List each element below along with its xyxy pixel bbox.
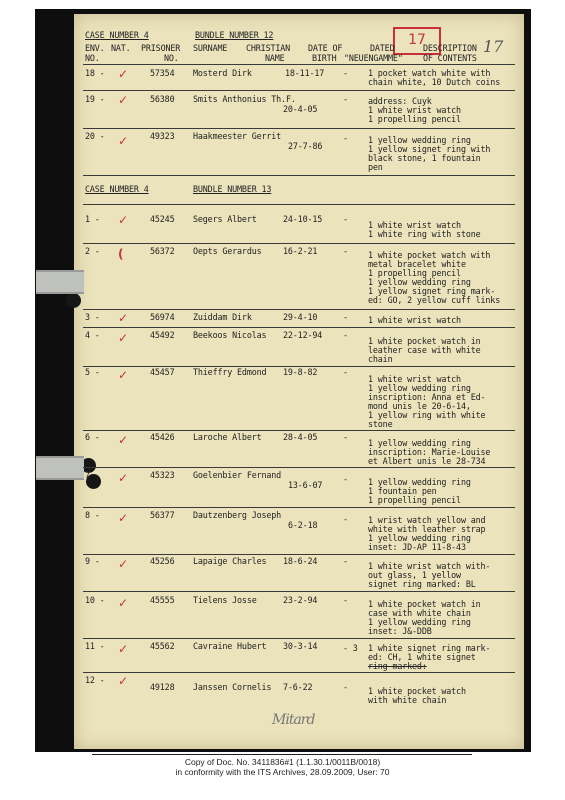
prisoner-number: 45562: [150, 641, 175, 651]
dated-mark: -: [343, 133, 348, 143]
dated-mark: -: [343, 432, 348, 442]
prisoner-name: Zuiddam Dirk: [193, 312, 252, 322]
env-number: 7 -: [85, 470, 100, 480]
handwritten-page-number: 17: [483, 37, 504, 56]
row-rule: [83, 175, 515, 176]
contents-line: ed: GO, 2 yellow cuff links: [368, 295, 501, 305]
contents-line: 1 white wrist watch: [368, 220, 461, 230]
birth-date: 24-10-15: [283, 214, 323, 224]
contents-line: inscription: Marie-Louise: [368, 447, 491, 457]
contents-line: out glass, 1 yellow: [368, 570, 461, 580]
check-mark: ✓: [118, 368, 129, 382]
binder-clip-lower: [36, 456, 84, 480]
env-number: 18 -: [85, 68, 105, 78]
prisoner-name: Tielens Josse: [193, 595, 257, 605]
prisoner-number: 56380: [150, 94, 175, 104]
prisoner-name: Goelenbier Fernand: [193, 470, 282, 480]
birth-date: 23-2-94: [283, 595, 318, 605]
dated-mark: -: [343, 330, 348, 340]
check-mark: ✓: [118, 471, 129, 485]
check-mark: (: [118, 247, 124, 261]
col-env: ENV.: [85, 43, 105, 53]
page-stamp: 17: [393, 27, 441, 55]
contents-line: 1 wrist watch yellow and: [368, 515, 486, 525]
contents-line: 1 yellow signet ring with: [368, 144, 491, 154]
dated-mark: -: [343, 246, 348, 256]
dated-mark: - 3: [343, 643, 358, 653]
prisoner-name: Segers Albert: [193, 214, 257, 224]
check-mark: ✓: [118, 596, 129, 610]
row-rule: [83, 128, 515, 129]
check-mark: ✓: [118, 642, 129, 656]
prisoner-number: 49128: [150, 682, 175, 692]
contents-line: with white chain: [368, 695, 447, 705]
col-prisoner: PRISONER: [141, 43, 181, 53]
birth-date: 19-8-82: [283, 367, 318, 377]
contents-line: 1 white wrist watch: [368, 374, 461, 384]
contents-line: inscription: Anna et Ed-: [368, 392, 486, 402]
birth-date: 20-4-05: [283, 104, 318, 114]
prisoner-name: Beekoos Nicolas: [193, 330, 267, 340]
dated-mark: -: [343, 474, 348, 484]
case-number-heading-2: CASE NUMBER 4: [85, 184, 149, 194]
col-nat: NAT.: [111, 43, 131, 53]
contents-line: 1 white wrist watch: [368, 105, 461, 115]
col-surname: SURNAME: [193, 43, 228, 53]
check-mark: ✓: [118, 93, 129, 107]
birth-date: 27-7-86: [288, 141, 323, 151]
footer-conformity-line: in conformity with the ITS Archives, 28.09.2009, User: 70: [175, 767, 390, 777]
check-mark: ✓: [118, 213, 129, 227]
prisoner-name: Laroche Albert: [193, 432, 262, 442]
contents-line: ed: CH, 1 white signet: [368, 652, 476, 662]
footer-rule: [92, 754, 472, 755]
prisoner-name: Dautzenberg Joseph: [193, 510, 282, 520]
contents-line: 1 yellow wedding ring: [368, 533, 471, 543]
row-rule: [83, 554, 515, 555]
col-christian: CHRISTIAN: [246, 43, 291, 53]
row-rule: [83, 90, 515, 91]
check-mark: ✓: [118, 511, 129, 525]
birth-date: 22-12-94: [283, 330, 323, 340]
row-rule: [83, 327, 515, 328]
check-mark: ✓: [118, 134, 129, 148]
env-number: 6 -: [85, 432, 100, 442]
birth-date: 30-3-14: [283, 641, 318, 651]
prisoner-number: 45245: [150, 214, 175, 224]
env-number: 3 -: [85, 312, 100, 322]
birth-date: 13-6-07: [288, 480, 323, 490]
contents-line: 1 white ring with stone: [368, 229, 481, 239]
contents-line: case with white chain: [368, 608, 471, 618]
prisoner-number: 56974: [150, 312, 175, 322]
prisoner-name: Oepts Gerardus: [193, 246, 262, 256]
contents-line: 1 pocket watch white with: [368, 68, 491, 78]
contents-line: 1 fountain pen: [368, 486, 437, 496]
contents-line: address: Cuyk: [368, 96, 432, 106]
env-number: 2 -: [85, 246, 100, 256]
col-description: DESCRIPTION: [423, 43, 477, 53]
birth-date: 18-11-17: [285, 68, 325, 78]
punch-hole-upper-2: [66, 293, 81, 308]
contents-line-struck: ring marked:: [368, 661, 427, 671]
prisoner-number: 45426: [150, 432, 175, 442]
footer-copy-line: Copy of Doc. No. 3411836#1 (1.1.30.1/0011B/0018): [184, 757, 381, 767]
check-mark: ✓: [118, 557, 129, 571]
contents-line: white with leather strap: [368, 524, 486, 534]
check-mark: ✓: [118, 311, 129, 325]
check-mark: ✓: [118, 331, 129, 345]
row-rule: [83, 430, 515, 431]
row-rule: [83, 638, 515, 639]
prisoner-name: Janssen Cornelis: [193, 682, 272, 692]
dated-mark: -: [343, 68, 348, 78]
col-prisoner-no: NO.: [164, 53, 179, 63]
row-rule: [83, 243, 515, 244]
row-rule: [83, 309, 515, 310]
prisoner-number: 45457: [150, 367, 175, 377]
prisoner-name: Smits Anthonius Th.F.: [193, 94, 296, 104]
contents-line: 1 white pocket watch: [368, 686, 466, 696]
contents-line: 1 yellow signet ring mark-: [368, 286, 496, 296]
env-number: 4 -: [85, 330, 100, 340]
contents-line: 1 yellow wedding ring: [368, 135, 471, 145]
contents-line: 1 white wrist watch with-: [368, 561, 491, 571]
dated-mark: -: [343, 682, 348, 692]
header-rule: [83, 64, 515, 65]
env-number: 20 -: [85, 131, 105, 141]
dated-mark: -: [343, 94, 348, 104]
dated-mark: -: [343, 514, 348, 524]
col-dated: DATED: [370, 43, 395, 53]
row-rule: [83, 672, 515, 673]
contents-line: metal bracelet white: [368, 259, 466, 269]
env-number: 8 -: [85, 510, 100, 520]
prisoner-number: 56377: [150, 510, 175, 520]
dated-mark: -: [343, 367, 348, 377]
contents-line: 1 propelling pencil: [368, 114, 461, 124]
birth-date: 7-6-22: [283, 682, 313, 692]
contents-line: 1 white pocket watch in: [368, 599, 481, 609]
prisoner-number: 45555: [150, 595, 175, 605]
prisoner-name: Haakmeester Gerrit: [193, 131, 282, 141]
contents-line: 1 white pocket watch with: [368, 250, 491, 260]
row-rule: [83, 507, 515, 508]
binder-clip-upper: [36, 270, 84, 294]
col-date-of: DATE OF: [308, 43, 343, 53]
prisoner-number: 45492: [150, 330, 175, 340]
env-number: 11 -: [85, 641, 105, 651]
row-rule: [83, 204, 515, 205]
contents-line: 1 yellow wedding ring: [368, 617, 471, 627]
col-christian-name: NAME: [265, 53, 285, 63]
env-number: 1 -: [85, 214, 100, 224]
contents-line: chain white, 10 Dutch coins: [368, 77, 501, 87]
contents-line: inset: J&-DDB: [368, 626, 432, 636]
contents-line: 1 yellow ring with white: [368, 410, 486, 420]
case-number-heading: CASE NUMBER 4: [85, 30, 149, 40]
birth-date: 29-4-10: [283, 312, 318, 322]
contents-line: inset: JD-AP 11-8-43: [368, 542, 466, 552]
prisoner-name: Mosterd Dirk: [193, 68, 252, 78]
col-neuengamme: "NEUENGAMME": [344, 53, 403, 63]
env-number: 10 -: [85, 595, 105, 605]
contents-line: stone: [368, 419, 393, 429]
contents-line: 1 yellow wedding ring: [368, 383, 471, 393]
col-env-no: NO.: [85, 53, 100, 63]
contents-line: pen: [368, 162, 383, 172]
dated-mark: -: [343, 556, 348, 566]
row-rule: [83, 591, 515, 592]
check-mark: ✓: [118, 433, 129, 447]
prisoner-number: 56372: [150, 246, 175, 256]
contents-line: et Albert unis le 28-734: [368, 456, 486, 466]
env-number: 12 -: [85, 675, 105, 685]
contents-line: 1 propelling pencil: [368, 495, 461, 505]
prisoner-number: 49323: [150, 131, 175, 141]
check-mark: ✓: [118, 674, 129, 688]
dated-mark: -: [343, 595, 348, 605]
prisoner-name: Cavraine Hubert: [193, 641, 267, 651]
row-rule: [83, 467, 515, 468]
bundle-number-heading: BUNDLE NUMBER 12: [195, 30, 274, 40]
contents-line: 1 yellow wedding ring: [368, 438, 471, 448]
env-number: 9 -: [85, 556, 100, 566]
contents-line: 1 white signet ring mark-: [368, 643, 491, 653]
prisoner-name: Lapaige Charles: [193, 556, 267, 566]
contents-line: 1 yellow wedding ring: [368, 477, 471, 487]
prisoner-number: 45323: [150, 470, 175, 480]
contents-line: mond unis le 20-6-14,: [368, 401, 471, 411]
birth-date: 16-2-21: [283, 246, 318, 256]
birth-date: 18-6-24: [283, 556, 318, 566]
col-birth: BIRTH: [312, 53, 337, 63]
env-number: 19 -: [85, 94, 105, 104]
contents-line: leather case with white: [368, 345, 481, 355]
check-mark: ✓: [118, 67, 129, 81]
birth-date: 6-2-18: [288, 520, 318, 530]
birth-date: 28-4-05: [283, 432, 318, 442]
col-of-contents: OF CONTENTS: [423, 53, 477, 63]
contents-line: chain: [368, 354, 393, 364]
contents-line: 1 yellow wedding ring: [368, 277, 471, 287]
prisoner-name: Thieffry Edmond: [193, 367, 267, 377]
env-number: 5 -: [85, 367, 100, 377]
bundle-number-heading-2: BUNDLE NUMBER 13: [193, 184, 272, 194]
dated-mark: -: [343, 214, 348, 224]
contents-line: signet ring marked: BL: [368, 579, 476, 589]
prisoner-number: 57354: [150, 68, 175, 78]
contents-line: 1 white pocket watch in: [368, 336, 481, 346]
contents-line: black stone, 1 fountain: [368, 153, 481, 163]
dated-mark: -: [343, 312, 348, 322]
prisoner-number: 45256: [150, 556, 175, 566]
contents-line: 1 propelling pencil: [368, 268, 461, 278]
handwritten-signature: Mitard: [272, 712, 315, 728]
contents-line: 1 white wrist watch: [368, 315, 461, 325]
